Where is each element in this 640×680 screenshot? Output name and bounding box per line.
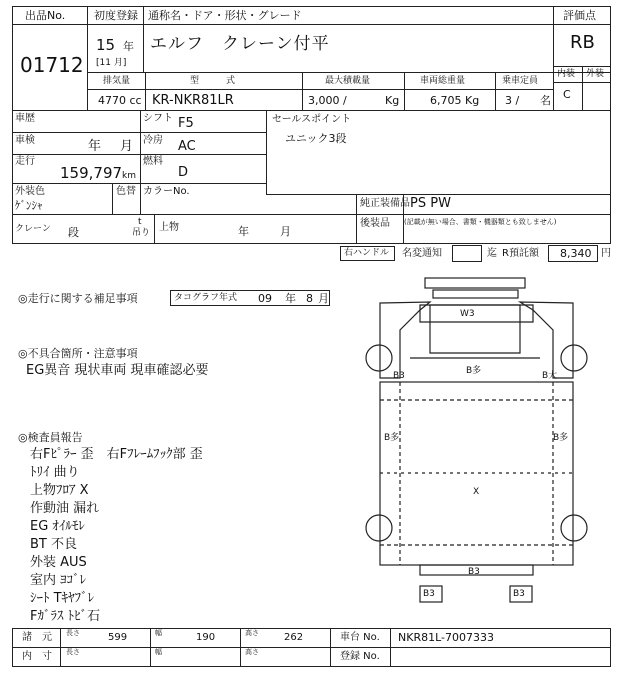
history-label: 車歴 [15, 113, 35, 124]
inspector-line: 右Fﾋﾟﾗｰ 歪 右Fﾌﾚｰﾑﾌｯｸ部 歪 [30, 447, 203, 462]
grid-line [87, 24, 554, 25]
grid-line [610, 110, 611, 214]
tacho-label: タコグラフ年式 [174, 293, 238, 303]
mileage-unit: km [122, 171, 136, 181]
model-label: 型 式 [190, 76, 236, 86]
inspection-year-unit: 年 [88, 139, 102, 154]
crane-lift-top: t [138, 217, 142, 227]
inspector-line: Fｶﾞﾗｽ ﾄﾋﾞ石 [30, 609, 101, 624]
reg-year: 15 [96, 36, 116, 54]
mileage-value: 159,797 [60, 164, 123, 182]
bed-month: 月 [280, 225, 291, 238]
grid-line [302, 72, 303, 110]
inspector-line: ﾄﾘｲ 曲り [30, 465, 80, 480]
wheel-rear-left [366, 515, 392, 541]
defect-text: EG異音 現状車両 現車確認必要 [26, 363, 209, 378]
width-value: 190 [196, 632, 216, 643]
grid-line [12, 24, 88, 25]
mark-b3-rear: B3 [468, 567, 480, 577]
grid-line [553, 6, 554, 110]
name-change-label: 名変通知 [402, 248, 442, 259]
int-width-label: 幅 [155, 648, 162, 656]
cab-left-panel [380, 302, 430, 378]
grid-line [582, 66, 583, 110]
reg-month: [11 月] [96, 58, 127, 68]
width-label: 幅 [155, 629, 162, 637]
grid-line [495, 72, 496, 110]
grid-line [12, 628, 13, 666]
displacement-value: 4770 cc [98, 94, 142, 107]
lot-label: 出品No. [25, 9, 66, 22]
tacho-month-unit: 月 [318, 292, 329, 305]
grid-line [112, 183, 113, 214]
model-value: KR-NKR81LR [152, 93, 234, 108]
grid-line [240, 628, 241, 666]
grid-line [12, 6, 611, 7]
grid-line [12, 132, 267, 133]
exterior-label: 外装 [586, 69, 605, 79]
grid-line [140, 110, 141, 215]
mark-b-right: B多 [553, 433, 569, 443]
cab-top-line [433, 290, 518, 298]
lot-number: 01712 [20, 53, 84, 77]
color-label: 外装色 [15, 186, 45, 197]
inspection-label: 車検 [15, 135, 35, 146]
vehicle-desc-label: 通称名・ドア・形状・グレード [148, 9, 302, 22]
grid-line [87, 72, 611, 73]
inspector-line: 作動油 漏れ [30, 501, 100, 516]
grid-line [266, 110, 267, 194]
mark-b-left: B多 [384, 433, 400, 443]
mark-b3-rear-right: B3 [513, 589, 525, 599]
grid-line [12, 647, 611, 648]
score-value: RB [570, 32, 595, 53]
crane-stage: 段 [68, 226, 79, 239]
ac-value: AC [178, 139, 196, 154]
tax-unit: 円 [601, 248, 611, 259]
vehicle-name: エルフ クレーン付平 [150, 34, 330, 54]
tacho-year: 09 [258, 292, 272, 305]
grid-line [610, 628, 611, 666]
grid-line [330, 628, 331, 666]
inspector-line: EG ｵｲﾙﾓﾚ [30, 519, 85, 534]
mark-w3: W3 [460, 309, 475, 319]
crane-lift: 吊り [132, 228, 151, 238]
inspector-line: 外装 AUS [30, 555, 87, 570]
tacho-month: 8 [306, 292, 313, 305]
color-value: ｹﾞﾝｼｬ [15, 199, 43, 212]
cab-roof-outline [425, 278, 525, 288]
tax-value: 8,340 [560, 247, 592, 260]
length-value: 599 [108, 632, 128, 643]
inspection-month-unit: 月 [120, 139, 134, 154]
cab-front [430, 305, 520, 353]
first-reg-label: 初度登録 [94, 9, 138, 22]
mark-x-center: X [473, 487, 480, 497]
grid-line [12, 666, 611, 667]
cab-right-panel [520, 302, 573, 378]
aftermarket-label: 後装品 [360, 218, 390, 229]
grid-line [12, 6, 13, 110]
sales-point-value: ユニック3段 [285, 132, 347, 145]
mark-b-top: B多 [466, 366, 482, 376]
dims-label: 諸 元 [22, 632, 52, 643]
ac-label: 冷房 [143, 135, 163, 146]
std-equip-label: 純正装備品 [360, 198, 410, 209]
bed-label: 上物 [159, 222, 179, 233]
grid-line [553, 24, 611, 25]
inspector-line: ｼｰﾄ Tｷﾔﾌﾞﾚ [30, 591, 95, 606]
aftermarket-note: (記載が無い場合、書類・機器類とも致しません) [404, 218, 557, 226]
wheel-front-right [561, 345, 587, 371]
mark-b-large-right: B大 [542, 371, 558, 381]
bed-outline [380, 382, 573, 565]
grid-line [266, 194, 611, 195]
tax-label: R預託額 [502, 248, 539, 259]
color-code-label: カラーNo. [143, 186, 190, 197]
inspector-title: ◎検査員報告 [18, 431, 83, 444]
capacity-unit: 名 [540, 94, 551, 107]
sales-point-label: セールスポイント [272, 114, 352, 125]
grid-line [610, 214, 611, 243]
chassis-label: 車台 No. [340, 632, 380, 643]
shift-label: シフト [143, 113, 173, 124]
mark-b3-left: B3 [393, 371, 405, 381]
internal-label: 内 寸 [22, 651, 52, 662]
chassis-value: NKR81L-7007333 [398, 631, 494, 644]
fuel-value: D [178, 165, 189, 180]
max-load-value: 3,000 / [308, 94, 347, 107]
height-value: 262 [284, 632, 304, 643]
std-equip-value: PS PW [410, 196, 451, 211]
interior-label: 内装 [557, 69, 576, 79]
grid-line [12, 628, 611, 629]
mileage-label: 走行 [15, 156, 35, 167]
int-length-label: 長さ [66, 648, 80, 656]
inspector-line: 室内 ﾖｺﾞﾚ [30, 573, 87, 588]
grid-line [12, 110, 13, 243]
grid-line [145, 72, 146, 110]
bed-year: 年 [238, 225, 249, 238]
grid-line [150, 628, 151, 666]
grid-line [390, 628, 391, 666]
inspector-line: 上物ﾌﾛｱ X [30, 483, 89, 498]
max-load-label: 最大積載量 [325, 76, 371, 86]
shift-value: F5 [178, 116, 194, 131]
capacity-value: 3 / [505, 94, 520, 107]
tax-prefix: 迄 [487, 248, 497, 259]
rhd-label: 右ハンドル [344, 248, 390, 258]
reg-label: 登録 No. [340, 651, 380, 662]
capacity-label: 乗車定員 [502, 76, 539, 86]
score-label: 評価点 [563, 9, 596, 22]
grid-line [87, 89, 554, 90]
name-change-box [452, 245, 482, 262]
wheel-front-left [366, 345, 392, 371]
grid-line [356, 194, 357, 243]
grid-line [12, 214, 611, 215]
grid-line [404, 72, 405, 110]
defect-title: ◎不具合箇所・注意事項 [18, 347, 138, 360]
grid-line [12, 154, 267, 155]
length-label: 長さ [66, 629, 80, 637]
reg-year-unit: 年 [123, 40, 134, 53]
interior-grade: C [563, 88, 571, 101]
grid-line [87, 6, 88, 110]
gvw-label: 車両総重量 [420, 76, 466, 86]
gvw-value: 6,705 Kg [430, 94, 480, 107]
mark-b3-rear-left: B3 [423, 589, 435, 599]
height-label: 高さ [245, 629, 259, 637]
crane-label: クレーン [15, 224, 51, 234]
displacement-label: 排気量 [103, 76, 131, 86]
windshield-outline [420, 305, 533, 322]
grid-line [143, 6, 144, 72]
grid-line [60, 628, 61, 666]
tacho-year-unit: 年 [285, 292, 296, 305]
grid-line [610, 6, 611, 110]
fuel-label: 燃料 [143, 156, 163, 167]
grid-line [12, 243, 611, 244]
grid-line [12, 110, 611, 111]
grid-line [12, 183, 267, 184]
max-load-unit: Kg [385, 94, 400, 107]
wheel-rear-right [561, 515, 587, 541]
color-no-label: 色替 [116, 186, 136, 197]
grid-line [154, 214, 155, 243]
int-height-label: 高さ [245, 648, 259, 656]
driving-title: ◎走行に関する補足事項 [18, 292, 138, 305]
inspector-line: BT 不良 [30, 537, 77, 552]
